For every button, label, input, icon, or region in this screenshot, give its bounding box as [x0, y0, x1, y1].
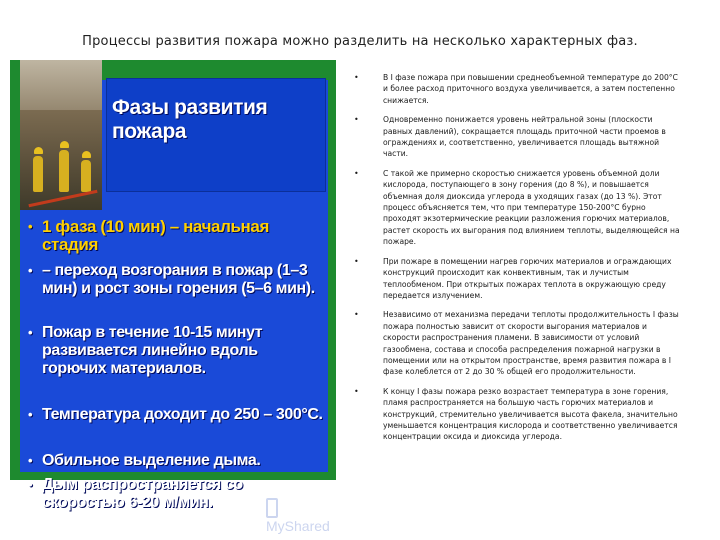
- slide-item-text: – переход возгорания в пожар (1–3 мин) и рост зоны горения (5–6 мин).: [42, 262, 315, 297]
- page-title: Процессы развития пожара можно разделить на несколько характерных фаз.: [82, 34, 638, 49]
- bullet-icon: •: [354, 115, 359, 125]
- bullet-icon: •: [354, 386, 359, 396]
- bullet-icon: •: [354, 73, 359, 82]
- bullet-icon: •: [28, 325, 33, 340]
- bullet-icon: •: [28, 263, 33, 278]
- slide-item: [28, 452, 324, 470]
- slide-item-text: 1 фаза (10 мин) – начальная стадия: [42, 217, 269, 254]
- firefighter-figure: [81, 160, 91, 192]
- slide-item-text: Обильное выделение дыма.: [42, 452, 261, 469]
- slide-item: [28, 262, 324, 298]
- bullet-icon: •: [28, 219, 33, 234]
- bullet-icon: •: [28, 453, 33, 468]
- bullet-icon: •: [28, 407, 33, 422]
- slide-bullet-list: [28, 218, 324, 512]
- slide-frame-right: [328, 60, 336, 480]
- notes-list: [352, 72, 682, 443]
- watermark-logo-icon: [266, 498, 278, 518]
- slide-item: [28, 406, 324, 424]
- slide-title: Фазы развития пожара: [112, 96, 268, 143]
- notes-item-text: С такой же примерно скоростью снижается уровень объемной доли кислорода, поступающего в зону горения (до 8 %), и повышается объемная доля диоксида углерода в уходящих газах (до 13 %). Этот процесс объясняется тем, что при температуре 150-200°С бурно проходят экзотермические реакции разложения горючих материалов, растет скорость их выгорания под влиянием теплоты, выделяющейся на пожаре.: [383, 168, 680, 247]
- notes-item: [352, 114, 682, 160]
- helmet-icon: [34, 147, 43, 154]
- slide-frame-left: [10, 60, 20, 480]
- notes-item-text: Независимо от механизма передачи теплоты продолжительность I фазы пожара полностью зависит от скорости выгорания материалов и скорости распространения пламени. В зависимости от условий газообмена, состава и способа распределения пожарной нагрузки в помещении или на открытом пространстве, время развития пожара в I фазе колеблется от 2 до 30 % общей его продолжительности.: [383, 310, 679, 377]
- notes-item: [352, 256, 682, 302]
- notes-item: [352, 168, 682, 248]
- helmet-icon: [60, 141, 69, 148]
- smoke-area: [20, 60, 102, 110]
- notes-item-text: При пожаре в помещении нагрев горючих материалов и ограждающих конструкций происходит как конвективным, так и лучистым теплообменом. При открытых пожарах теплота в окружающую среду передается излучением.: [383, 256, 672, 300]
- slide-item: [28, 324, 324, 378]
- bullet-icon: •: [354, 256, 359, 266]
- slide-item-text: Температура доходит до 250 – 300°С.: [42, 406, 323, 423]
- slide-item: [28, 218, 324, 254]
- bullet-icon: •: [28, 477, 33, 492]
- firefighter-figure: [59, 150, 69, 192]
- bullet-icon: •: [354, 310, 359, 320]
- firefighter-figure: [33, 156, 43, 192]
- notes-item: [352, 309, 682, 377]
- slide-item-text: Дым распространяется со скоростью 6-20 м/мин.: [42, 476, 243, 511]
- bullet-icon: •: [354, 168, 359, 178]
- notes-item-text: Одновременно понижается уровень нейтральной зоны (плоскости равных давлений), сокращается площадь приточной части проемов в ограждениях и, соответственно, увеличивается площадь вытяжной части.: [383, 115, 666, 159]
- notes-item: [352, 386, 682, 443]
- notes-item-text: К концу I фазы пожара резко возрастает температура в зоне горения, пламя распространяется на большую часть горючих материалов и конструкций, стремительно увеличивается высота факела, значительно уменьшается концентрация кислорода и соответственно увеличивается концентрации оксида и диоксида углерода.: [383, 386, 678, 442]
- helmet-icon: [82, 151, 91, 158]
- watermark-text: MyShared: [266, 518, 330, 534]
- firefighters-photo: [20, 60, 102, 210]
- notes-item: [352, 72, 682, 106]
- slide-item-text: Пожар в течение 10-15 минут развивается линейно вдоль горючих материалов.: [42, 324, 263, 377]
- myshared-watermark: [266, 498, 336, 534]
- slide-image: [10, 60, 336, 534]
- fire-hose: [28, 190, 97, 207]
- notes-item-text: В I фазе пожара при повышении среднеобъемной температуре до 200°С и более расход приточного воздуха увеличивается, а затем постепенно снижается.: [383, 73, 678, 105]
